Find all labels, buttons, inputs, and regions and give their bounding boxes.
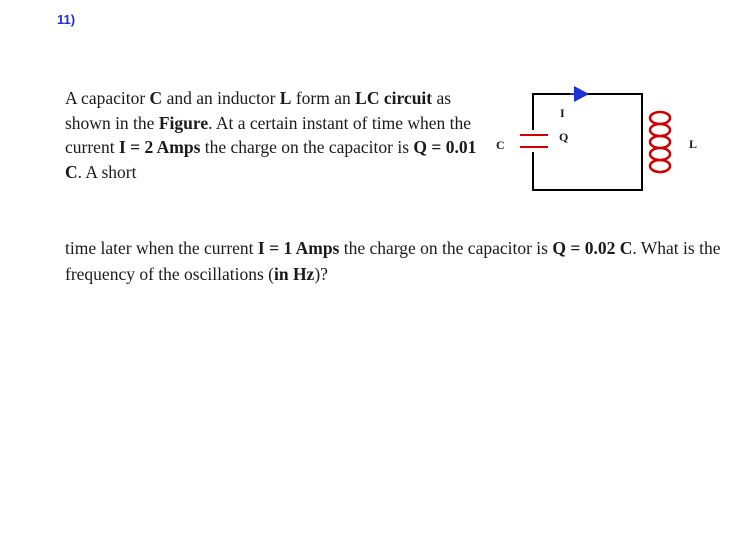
current-arrow [570,86,589,102]
capacitor-plates [520,135,548,147]
problem-paragraph-1: A capacitor C and an inductor L form an LC circuit as shown in the Figure. At a certain instant of time when the current I = 2 Amps the charge on the capacitor is Q = 0.01 C. A short [65,88,477,182]
charge-label: Q [559,130,569,144]
question-number: 11) [57,12,76,27]
lc-circuit-figure [490,80,720,200]
current-label: I [560,106,565,120]
inductor-label: L [689,137,698,151]
problem-paragraph-2: time later when the current I = 1 Amps the charge on the capacitor is Q = 0.02 C. What is the frequency of the oscillations (in Hz)? [65,238,721,284]
inductor-coil [649,110,675,175]
circuit-wires [533,94,642,190]
capacitor-label: C [496,138,505,152]
